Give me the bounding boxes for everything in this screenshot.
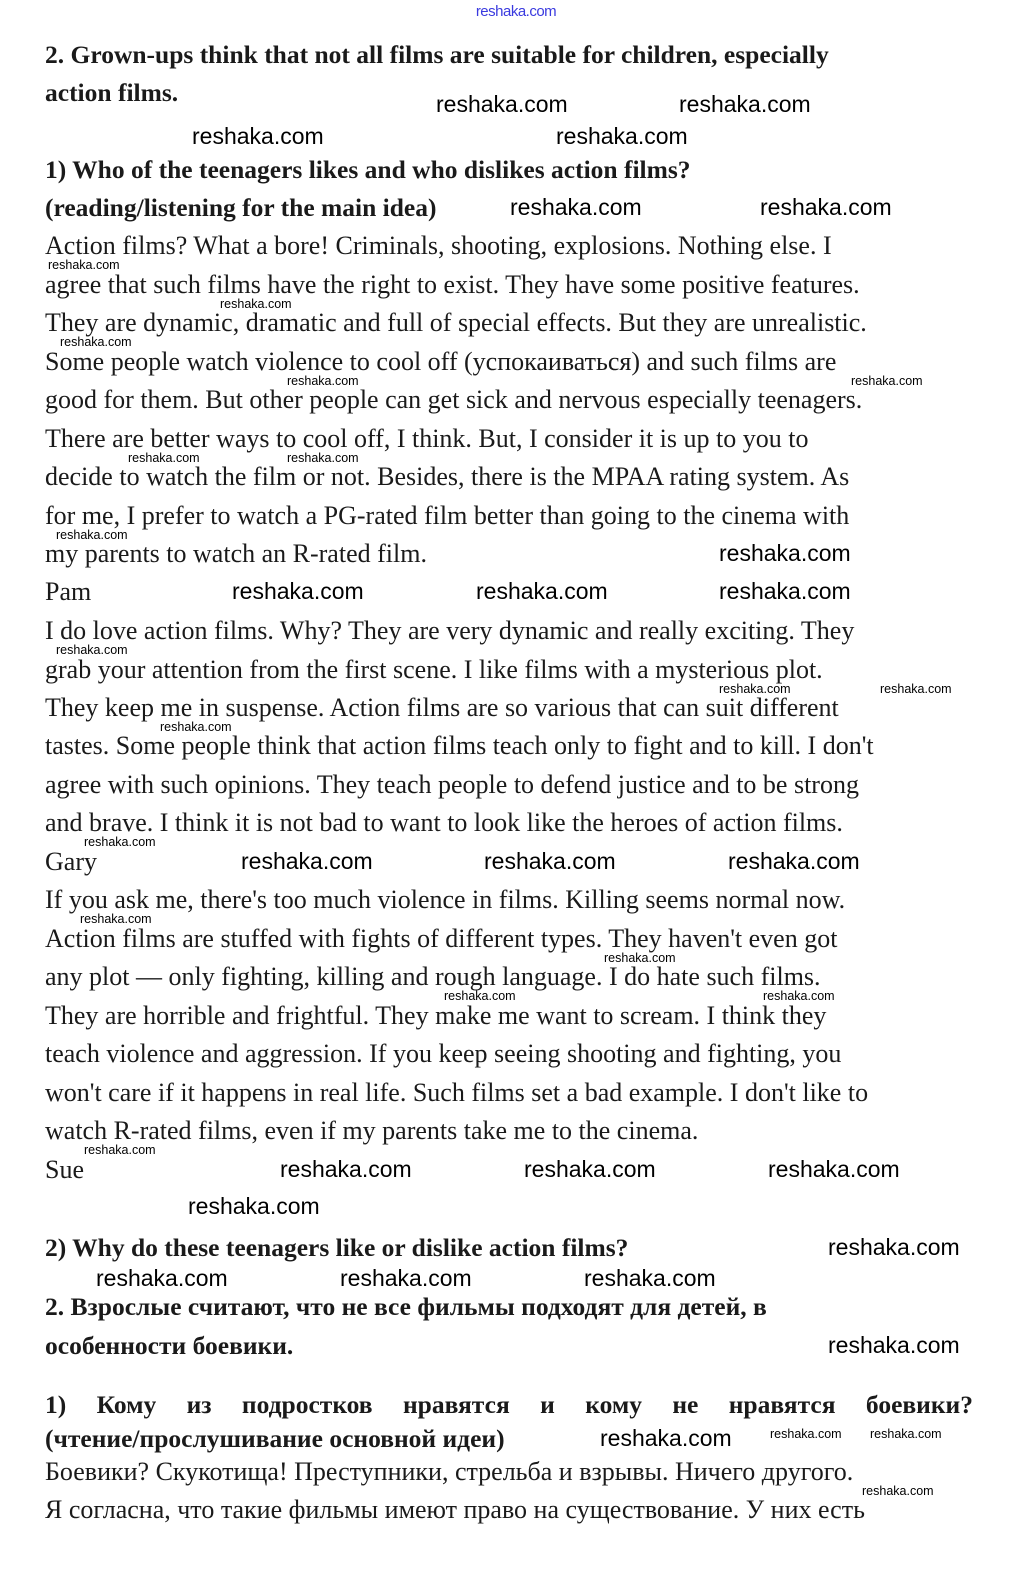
watermark-text: reshaka.com bbox=[476, 578, 608, 604]
watermark-text: reshaka.com bbox=[880, 682, 952, 696]
watermark-text: reshaka.com bbox=[524, 1156, 656, 1182]
question-heading: 1) Who of the teenagers likes and who dislikes action films? bbox=[45, 155, 691, 184]
task-title-ru: 2. Взрослые считают, что не все фильмы подходят для детей, в bbox=[45, 1292, 767, 1321]
paragraph-line: my parents to watch an R-rated film. bbox=[45, 539, 427, 568]
question-heading-ru: 1) Кому из подростков нравятся и кому не нравятся боевики? bbox=[45, 1390, 973, 1419]
paragraph-line-ru: Боевики? Скукотища! Преступники, стрельба и взрывы. Ничего другого. bbox=[45, 1457, 854, 1486]
watermark-text: reshaka.com bbox=[510, 194, 642, 220]
task-title-ru: особенности боевики. bbox=[45, 1331, 294, 1360]
watermark-text: reshaka.com bbox=[192, 123, 324, 149]
paragraph-line: tastes. Some people think that action films teach only to fight and to kill. I don't bbox=[45, 731, 874, 760]
paragraph-line: decide to watch the film or not. Besides, there is the MPAA rating system. As bbox=[45, 462, 850, 491]
watermark-text: reshaka.com bbox=[719, 682, 791, 696]
watermark-text: reshaka.com bbox=[48, 258, 120, 272]
watermark-text: reshaka.com bbox=[444, 989, 516, 1003]
paragraph-line: Action films? What a bore! Criminals, shooting, explosions. Nothing else. I bbox=[45, 231, 832, 260]
watermark-text: reshaka.com bbox=[556, 123, 688, 149]
watermark-text: reshaka.com bbox=[719, 540, 851, 566]
question-heading: (reading/listening for the main idea) bbox=[45, 193, 437, 222]
paragraph-line: agree that such films have the right to exist. They have some positive features. bbox=[45, 270, 860, 299]
paragraph-line: I do love action films. Why? They are very dynamic and really exciting. They bbox=[45, 616, 855, 645]
question-heading: 2) Why do these teenagers like or dislike action films? bbox=[45, 1233, 629, 1262]
watermark-text: reshaka.com bbox=[768, 1156, 900, 1182]
watermark-text: reshaka.com bbox=[96, 1265, 228, 1291]
watermark-text: reshaka.com bbox=[56, 643, 128, 657]
header-watermark: reshaka.com bbox=[475, 3, 557, 20]
paragraph-line: They are horrible and frightful. They make me want to scream. I think they bbox=[45, 1001, 827, 1030]
watermark-text: reshaka.com bbox=[84, 1143, 156, 1157]
watermark-text: reshaka.com bbox=[340, 1265, 472, 1291]
watermark-text: reshaka.com bbox=[484, 848, 616, 874]
watermark-text: reshaka.com bbox=[80, 912, 152, 926]
watermark-text: reshaka.com bbox=[870, 1427, 942, 1441]
watermark-text: reshaka.com bbox=[280, 1156, 412, 1182]
author-name: Pam bbox=[45, 577, 92, 606]
paragraph-line: grab your attention from the first scene. I like films with a mysterious plot. bbox=[45, 655, 823, 684]
watermark-text: reshaka.com bbox=[851, 374, 923, 388]
paragraph-line: watch R-rated films, even if my parents take me to the cinema. bbox=[45, 1116, 699, 1145]
author-name: Sue bbox=[45, 1155, 84, 1184]
watermark-text: reshaka.com bbox=[220, 297, 292, 311]
watermark-text: reshaka.com bbox=[287, 374, 359, 388]
watermark-text: reshaka.com bbox=[160, 720, 232, 734]
watermark-text: reshaka.com bbox=[584, 1265, 716, 1291]
paragraph-line: They keep me in suspense. Action films are so various that can suit different bbox=[45, 693, 839, 722]
watermark-text: reshaka.com bbox=[128, 451, 200, 465]
watermark-text: reshaka.com bbox=[763, 989, 835, 1003]
watermark-text: reshaka.com bbox=[760, 194, 892, 220]
paragraph-line: Action films are stuffed with fights of different types. They haven't even got bbox=[45, 924, 838, 953]
watermark-text: reshaka.com bbox=[828, 1234, 960, 1260]
watermark-text: reshaka.com bbox=[600, 1425, 732, 1451]
watermark-text: reshaka.com bbox=[84, 835, 156, 849]
paragraph-line: good for them. But other people can get sick and nervous especially teenagers. bbox=[45, 385, 863, 414]
author-name: Gary bbox=[45, 847, 97, 876]
paragraph-line: won't care if it happens in real life. Such films set a bad example. I don't like to bbox=[45, 1078, 869, 1107]
paragraph-line: for me, I prefer to watch a PG-rated film better than going to the cinema with bbox=[45, 501, 850, 530]
watermark-text: reshaka.com bbox=[232, 578, 364, 604]
watermark-text: reshaka.com bbox=[241, 848, 373, 874]
watermark-text: reshaka.com bbox=[828, 1332, 960, 1358]
watermark-text: reshaka.com bbox=[862, 1484, 934, 1498]
paragraph-line: and brave. I think it is not bad to want to look like the heroes of action films. bbox=[45, 808, 843, 837]
watermark-text: reshaka.com bbox=[60, 335, 132, 349]
paragraph-line: If you ask me, there's too much violence in films. Killing seems normal now. bbox=[45, 885, 846, 914]
paragraph-line: teach violence and aggression. If you keep seeing shooting and fighting, you bbox=[45, 1039, 842, 1068]
task-title: 2. Grown-ups think that not all films are suitable for children, especially bbox=[45, 40, 829, 69]
watermark-text: reshaka.com bbox=[728, 848, 860, 874]
watermark-text: reshaka.com bbox=[56, 528, 128, 542]
watermark-text: reshaka.com bbox=[604, 951, 676, 965]
watermark-text: reshaka.com bbox=[188, 1193, 320, 1219]
paragraph-line: There are better ways to cool off, I think. But, I consider it is up to you to bbox=[45, 424, 809, 453]
question-heading-ru: (чтение/прослушивание основной идеи) bbox=[45, 1424, 505, 1453]
paragraph-line: Some people watch violence to cool off (успокаиваться) and such films are bbox=[45, 347, 837, 376]
watermark-text: reshaka.com bbox=[679, 91, 811, 117]
paragraph-line: any plot — only fighting, killing and rough language. I do hate such films. bbox=[45, 962, 821, 991]
paragraph-line: They are dynamic, dramatic and full of special effects. But they are unrealistic. bbox=[45, 308, 867, 337]
watermark-text: reshaka.com bbox=[436, 91, 568, 117]
task-title: action films. bbox=[45, 78, 179, 107]
watermark-text: reshaka.com bbox=[287, 451, 359, 465]
watermark-text: reshaka.com bbox=[719, 578, 851, 604]
paragraph-line-ru: Я согласна, что такие фильмы имеют право на существование. У них есть bbox=[45, 1495, 865, 1524]
paragraph-line: agree with such opinions. They teach people to defend justice and to be strong bbox=[45, 770, 859, 799]
watermark-text: reshaka.com bbox=[770, 1427, 842, 1441]
